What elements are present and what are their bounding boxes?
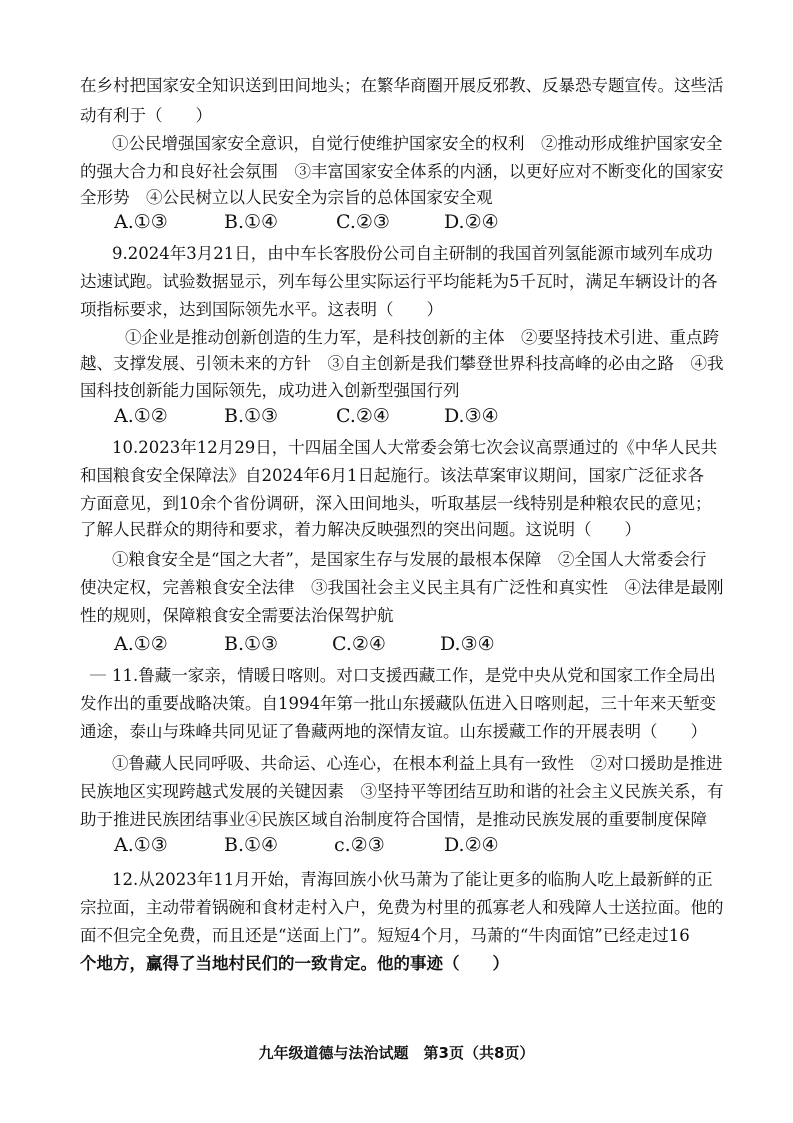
question-10-line: 10.2023年12月29日，十四届全国人大常委会第七次会议高票通过的《中华人民共 [112,438,718,457]
option-d[interactable]: D.②④ [444,211,499,233]
text-line: 个地方，赢得了当地村民们的一致肯定。他的事迹（ ） [80,954,509,973]
option-a[interactable]: A.①② [114,405,168,427]
option-a[interactable]: A.①② [114,633,168,655]
text-line: 的强大合力和良好社会氛围 ③丰富国家安全体系的内涵，以更好应对不断变化的国家安 [80,162,724,181]
text-line: 项指标要求，达到国际领先水平。这表明（ ） [80,300,443,319]
option-b[interactable]: B.①③ [224,405,279,427]
option-b[interactable]: B.①④ [224,834,279,856]
text-line: ①公民增强国家安全意识，自觉行使维护国家安全的权利 ②推动形成维护国家安全 [112,134,723,153]
question-11-line: 11.鲁藏一家亲，情暖日喀则。对口支援西藏工作，是党中央从党和国家工作全局出 [112,666,716,685]
text-line: 动有利于（ ） [80,106,212,125]
option-c[interactable]: C.②③ [336,211,390,233]
text-line: 国科技创新能力国际领先，成功进入创新型强国行列 [80,381,460,400]
option-c[interactable]: C.②④ [332,633,386,655]
text-line: 宗拉面，主动带着锅碗和食材走村入户，免费为村里的孤寡老人和残障人士送拉面。他的 [80,898,724,917]
question-9-line: 9.2024年3月21日，由中车长客股份公司自主研制的我国首列氢能源市域列车成功 [112,244,713,263]
question-12-line: 12.从2023年11月开始，青海回族小伙马萧为了能让更多的临朐人吃上最新鲜的正 [112,870,713,889]
option-b[interactable]: B.①③ [224,633,279,655]
option-b[interactable]: B.①④ [224,211,279,233]
option-d[interactable]: D.②④ [444,834,499,856]
option-c[interactable]: c.②③ [334,834,385,856]
page-footer: 九年级道德与法治试题 第3页（共8页） [258,1044,535,1062]
text-line: 通途，泰山与珠峰共同见证了鲁藏两地的深情友谊。山东援藏工作的开展表明（ ） [80,722,707,741]
option-c[interactable]: C.②④ [336,405,390,427]
text-line: 民族地区实现跨越式发展的关键因素 ③坚持平等团结互助和谐的社会主义民族关系，有 [80,782,724,801]
answer-options-q8 [114,210,674,234]
text-line: ①粮食安全是“国之大者”，是国家生存与发展的最根本保障 ②全国人大常委会行 [112,550,707,569]
text-line: ①企业是推动创新创造的生力军，是科技创新的主体 ②要坚持技术引进、重点跨 [125,328,719,347]
answer-options-q10 [114,632,674,656]
option-a[interactable]: A.①③ [114,834,168,856]
text-line: 发作出的重要战略决策。自1994年第一批山东援藏队伍进入日喀则起，三十年来天堑变 [80,694,716,713]
option-a[interactable]: A.①③ [114,211,168,233]
text-line: 在乡村把国家安全知识送到田间地头；在繁华商圈开展反邪教、反暴恐专题宣传。这些活 [80,76,724,95]
text-line: 越、支撑发展、引领未来的方针 ③自主创新是我们攀登世界科技高峰的必由之路 ④我 [80,354,724,373]
text-line: 了解人民群众的期待和要求，着力解决反映强烈的突出问题。这说明（ ） [80,520,641,539]
text-line: 使决定权，完善粮食安全法律 ③我国社会主义民主具有广泛性和真实性 ④法律是最刚 [80,578,724,597]
text-line: 面不但完全免费，而且还是“送面上门”。短短4个月，马萧的“牛肉面馆”已经走过16 [80,926,690,945]
text-line: 方面意见，到10余个省份调研，深入田间地头，听取基层一线特别是种粮农民的意见； [80,494,712,513]
answer-options-q11 [114,833,674,857]
answer-options-q9 [114,404,674,428]
option-d[interactable]: D.③④ [444,405,499,427]
option-d[interactable]: D.③④ [440,633,495,655]
scan-mark [90,674,106,676]
text-line: ①鲁藏人民同呼吸、共命运、心连心，在根本利益上具有一致性 ②对口援助是推进 [112,754,723,773]
text-line: 和国粮食安全保障法》自2024年6月1日起施行。该法草案审议期间，国家广泛征求各 [80,466,704,485]
text-line: 达速试跑。试验数据显示，列车每公里实际运行平均能耗为5千瓦时，满足车辆设计的各 [80,272,718,291]
text-line: 全形势 ④公民树立以人民安全为宗旨的总体国家安全观 [80,188,493,207]
text-line: 助于推进民族团结事业④民族区域自治制度符合国情，是推动民族发展的重要制度保障 [80,810,707,829]
text-line: 性的规则，保障粮食安全需要法治保驾护航 [80,606,394,625]
